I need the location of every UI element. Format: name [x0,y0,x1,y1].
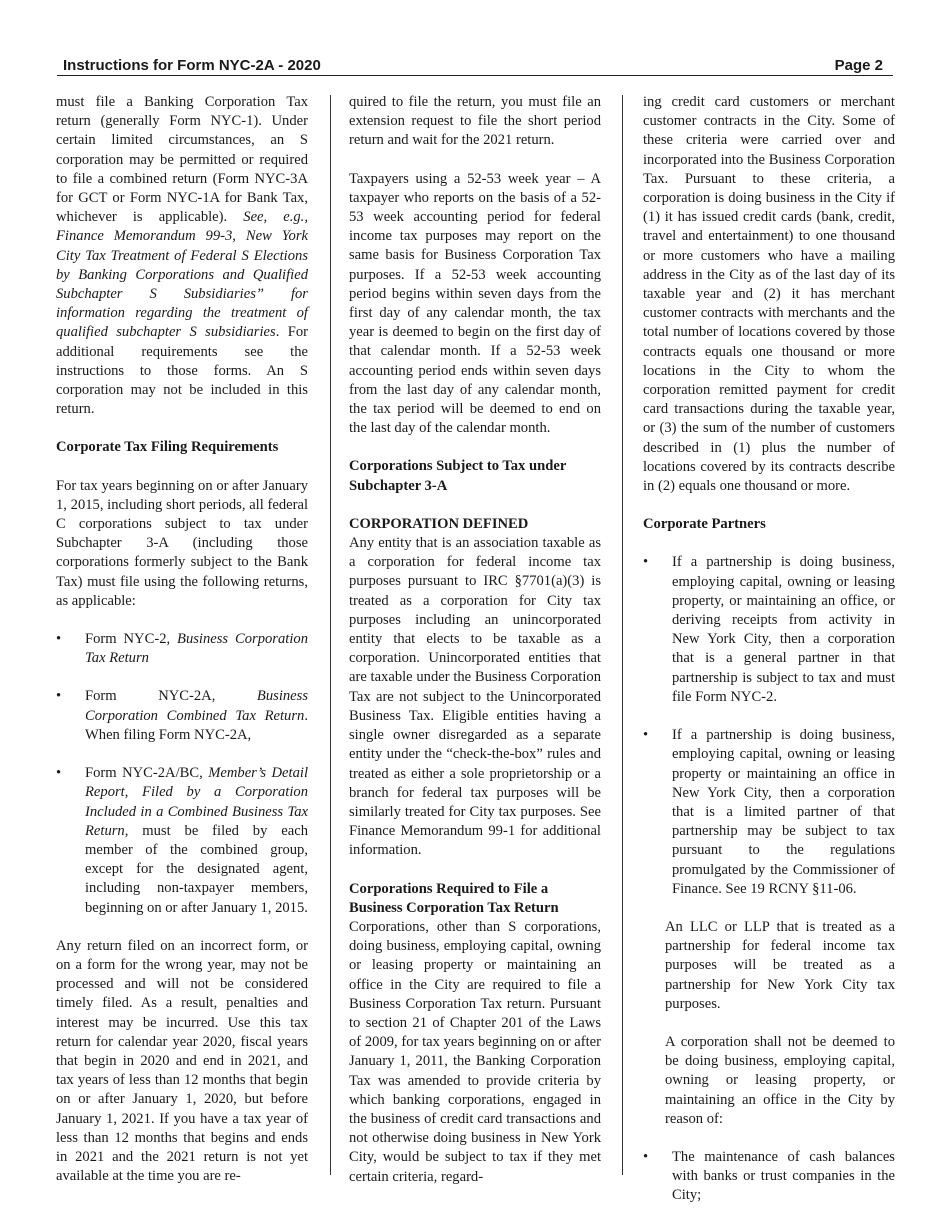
required-to-file-heading: Corporations Required to File a Business Corporation Tax Return [349,880,559,916]
partners-list [643,553,895,898]
returns-list [56,630,308,918]
page-header [57,55,893,76]
column-divider-1 [330,95,331,1175]
list-item: • Form NYC-2A/BC, Member’s Detail Report, Filed by a Corporation Included in a Combined Business Tax Return, must be filed by each member of the combined group, except for the designated agent, including non-taxpayer members, beginning on or after January 1, 2015. [56,764,308,918]
filing-requirements-paragraph: For tax years beginning on or after January 1, 2015, including short periods, all federal C corporations subject to tax under Subchapter 3-A (including those corporations formerly subject to the Bank Tax) must file using the following returns, as applicable: [56,477,308,609]
column-3 [643,93,895,1225]
incorrect-form-paragraph: Any return filed on an incorrect form, or on a form for the wrong year, may not be processed and will not be considered timely filed. As a result, penalties and interest may be incurred. Use this tax return for calendar year 2020, fiscal years that begin in 2020 and end in 2021, and tax years of less than 12 months that begin on or after January 1, 2020, but before January 1, 2021. If you have a tax year of less than 12 months that begins and ends in 2021 and the 2021 return is not yet available at the time you are re- [56,937,308,1185]
form-title: Instructions for Form NYC-2A - 2020 [63,57,321,74]
list-item: • Form NYC-2, Business Corporation Tax Return [56,630,308,668]
credit-card-paragraph: ing credit card customers or merchant customer contracts in the City. Some of these criteria were carried over and incorporated into the Business Corporation Tax. Pursuant to these criteria, a corporation is doing business in the City if (1) it has issued credit cards (bank, credit, travel and entertainment) to one thousand or more customers who have a mailing address in the City as of the last day of its taxable year and (2) it has merchant customer contracts with merchants and the total number of locations covered by those contracts equals one thousand or more locations in the City to whom the corporation remitted payment for credit card transactions during the taxable year, or (3) the sum of the number of customers described in (1) plus the number of locations covered by its contracts describe in (2) equals one thousand or more. [643,94,895,495]
s-corporation-paragraph: must file a Banking Corporation Tax return (generally Form NYC-1). Under certain limited circumstances, an S corporation may be permitted or required to file a combined return (Form NYC-3A for GCT or Form NYC-1A for Bank Tax, whichever is applicable). See, e.g., Finance Memorandum 99-3, New York City Tax Treatment of Federal S Elections by Banking Corporations and Qualified Subchapter S Subsidiaries” for information regarding the treatment of qualified subchapter S subsidiaries. For additional requirements see the instructions to those forms. An S corporation may not be included in this return. [56,94,308,418]
subject-to-tax-heading: Corporations Subject to Tax under Subchapter 3-A [349,458,567,494]
list-item: • The maintenance of cash balances with banks or trust companies in the City; [643,1148,895,1206]
list-item: • If a partnership is doing business, employing capital, owning or leasing property, or maintaining an office, or deriving receipts from activity in New York City, then a corporation that is a general partner in that partnership is subject to tax and must file Form NYC-2. [643,553,895,707]
not-doing-business-paragraph: A corporation shall not be deemed to be doing business, employing capital, owning or leasing property, or maintaining an office in the City by reason of: [665,1033,895,1127]
required-to-file-paragraph: Corporations, other than S corporations, doing business, employing capital, owning or leasing property or maintaining an office in the City are required to file a Business Corporation Tax return. Pursuant to section 21 of Chapter 201 of the Laws of 2009, for tax years beginning on or after January 1, 2011, the Banking Corporation Tax was amended to provide criteria by which banking corporations, engaged in the business of credit card transactions and not otherwise doing business in New York City, would be subject to tax if they met certain criteria, regard- [349,918,601,1185]
column-divider-2 [622,95,623,1175]
filing-requirements-heading: Corporate Tax Filing Requirements [56,439,279,456]
llc-paragraph: An LLC or LLP that is treated as a partnership for federal income tax purposes will be treated as a partnership for New York City tax purposes. [665,918,895,1012]
list-item: • If a partnership is doing business, employing capital, owning or leasing property or maintaining an office in New York City, then a corporation that is a limited partner of that partnership may be subject to tax pursuant to the regulations promulgated by the Commissioner of Finance. See 19 RCNY §11-06. [643,726,895,899]
week-year-paragraph: Taxpayers using a 52-53 week year – A taxpayer who reports on the basis of a 52-53 week accounting period for federal income tax purposes may report on the same basis for Business Corporation Tax purposes. If a 52-53 week accounting period begins within seven days from the first day of any calendar month, the tax year is deemed to begin on the first day of that calendar month. If a 52-53 week accounting period ends within seven days from the last day of any calendar month, the tax period will be deemed to end on the last day of the calendar month. [349,170,601,437]
list-item: • Form NYC-2A, Business Corporation Combined Tax Return. When filing Form NYC-2A, [56,687,308,745]
page-number: Page 2 [834,57,883,74]
corporate-partners-heading: Corporate Partners [643,516,766,533]
corporation-defined-heading: CORPORATION DEFINED [349,515,529,532]
corporation-defined-paragraph: Any entity that is an association taxable as a corporation for federal income tax purposes pursuant to IRC §7701(a)(3) is treated as a corporation for City tax purposes including an unincorporated entity that elects to be taxable as a corporation. Unincorporated entities that are taxable under the Business Corporation Tax are not subject to the Unincorporated Business Tax. Eligible entities having a single owner disregarded as a separate entity under the “check-the-box” rules and treated as either a sole proprietorship or a branch for federal tax purposes will be similarly treated for City tax purposes. See Finance Memorandum 99-1 for additional information. [349,535,601,859]
column-2 [349,93,601,1206]
exceptions-list [643,1148,895,1206]
extension-paragraph: quired to file the return, you must file an extension request to file the short period return and wait for the 2021 return. [349,94,601,149]
column-1 [56,93,308,1205]
